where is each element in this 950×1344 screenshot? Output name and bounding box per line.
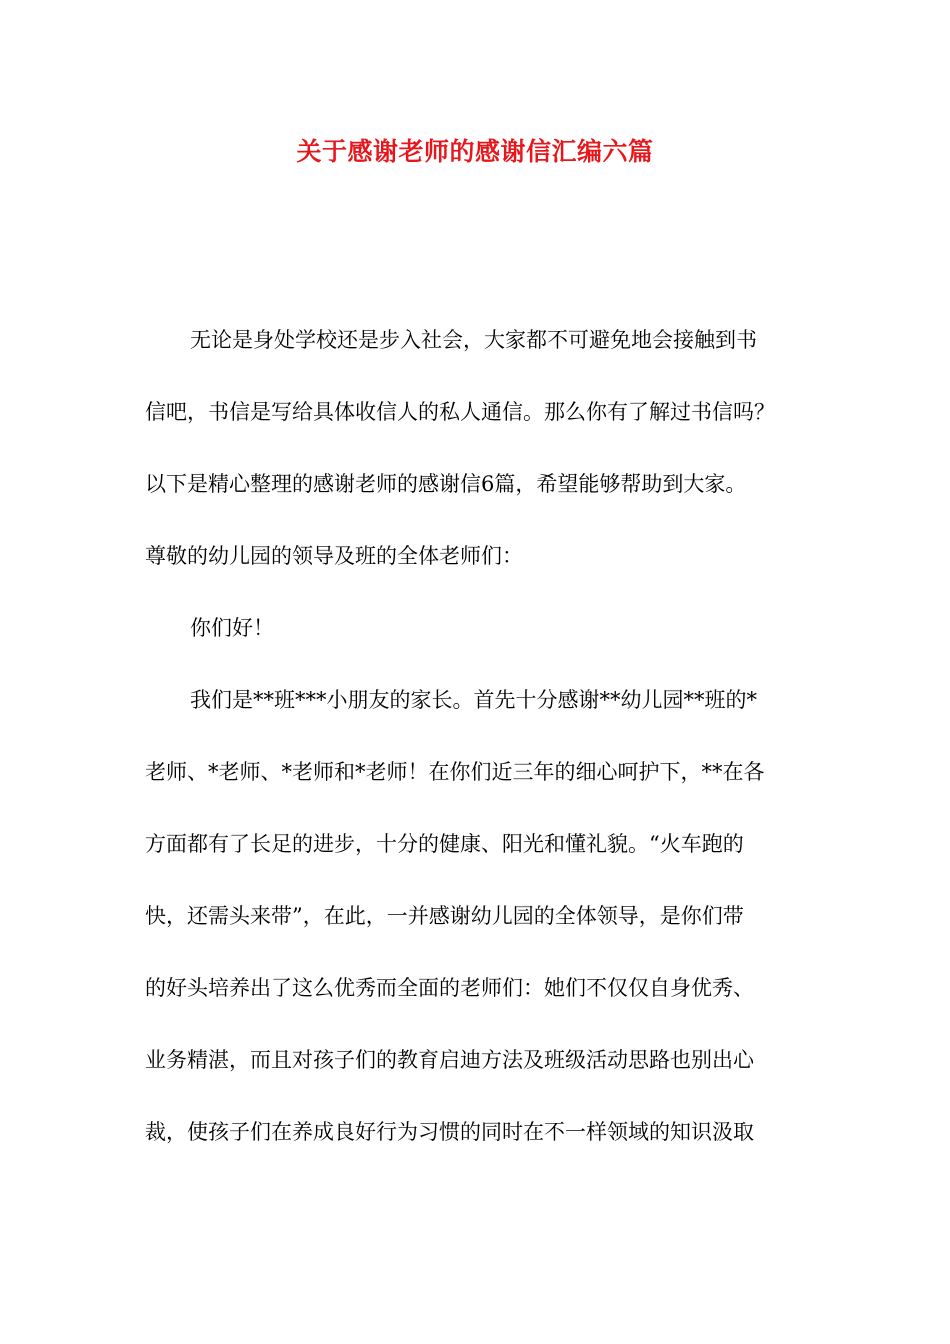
paragraph-line: 老师、*老师、*老师和*老师！在你们近三年的细心呵护下，**在各 — [145, 760, 765, 784]
paragraph-line: 信吧，书信是写给具体收信人的私人通信。那么你有了解过书信吗？ — [145, 400, 775, 424]
paragraph-line: 我们是**班***小朋友的家长。首先十分感谢**幼儿园**班的* — [190, 688, 757, 712]
paragraph-line: 无论是身处学校还是步入社会，大家都不可避免地会接触到书 — [190, 328, 757, 352]
salutation-line: 尊敬的幼儿园的领导及班的全体老师们： — [145, 544, 523, 568]
paragraph-line: 方面都有了长足的进步，十分的健康、阳光和懂礼貌。“火车跑的 — [145, 832, 744, 856]
paragraph-line: 快，还需头来带”，在此，一并感谢幼儿园的全体领导，是你们带 — [145, 904, 744, 928]
paragraph-line: 业务精湛，而且对孩子们的教育启迪方法及班级活动思路也别出心 — [145, 1048, 754, 1072]
paragraph-line: 裁，使孩子们在养成良好行为习惯的同时在不一样领域的知识汲取 — [145, 1120, 754, 1144]
paragraph-line: 以下是精心整理的感谢老师的感谢信6篇，希望能够帮助到大家。 — [145, 472, 747, 496]
paragraph-line: 的好头培养出了这么优秀而全面的老师们：她们不仅仅自身优秀、 — [145, 976, 754, 1000]
document-title: 关于感谢老师的感谢信汇编六篇 — [296, 137, 654, 166]
greeting-line: 你们好！ — [190, 616, 274, 640]
